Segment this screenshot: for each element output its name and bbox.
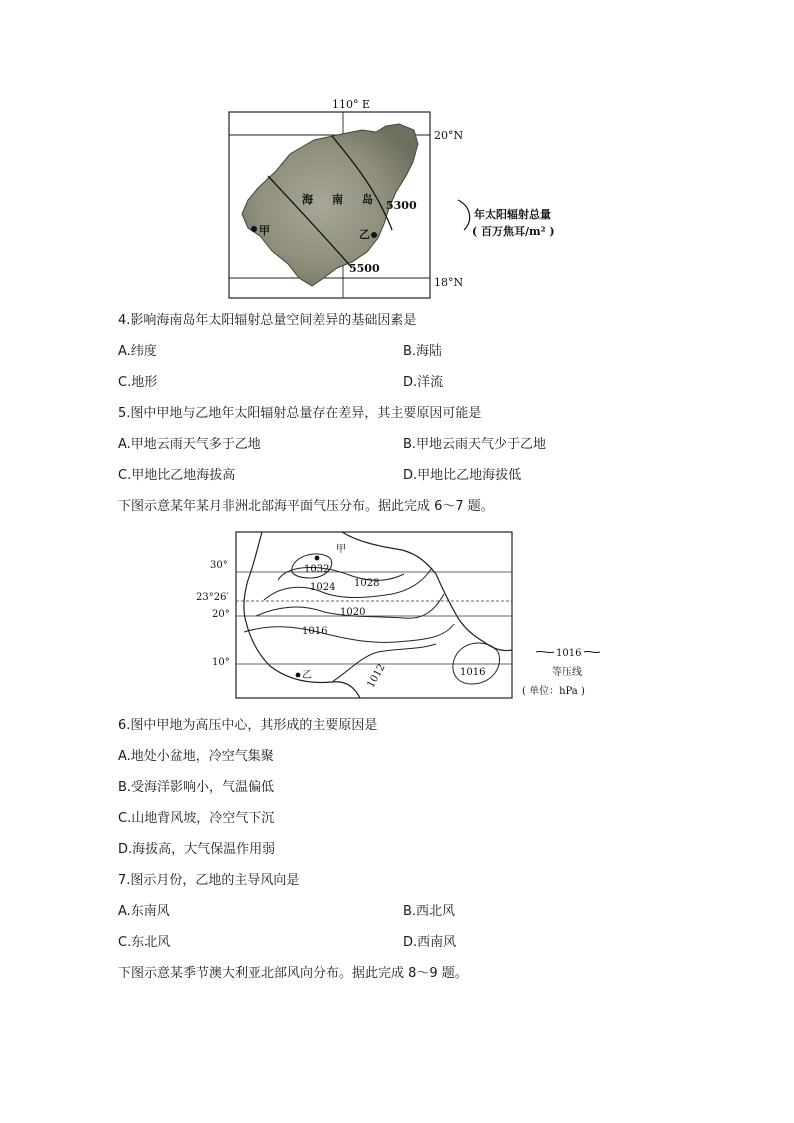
isobar-label-1024: 1024 [310,582,336,593]
legend-isobar-value: 1016 [556,648,582,659]
q5-option-c[interactable]: C.甲地比乙地海拔高 [118,468,236,483]
island-char-1: 海 [302,193,313,206]
island-char-2: 南 [332,193,343,206]
isobar-label-1028: 1028 [354,578,380,589]
q7-option-d[interactable]: D.西南风 [403,935,457,950]
lat-bottom-label: 18°N [434,276,464,289]
isobar-label-1012: 1012 [365,662,388,690]
q6-option-b[interactable]: B.受海洋影响小，气温偏低 [118,780,275,795]
q4-stem: 4.影响海南岛年太阳辐射总量空间差异的基础因素是 [118,313,417,328]
island-char-3: 岛 [362,193,373,206]
legend-isobar-unit: ( 单位：hPa ) [522,686,585,697]
q6-option-c[interactable]: C.山地背风坡，冷空气下沉 [118,811,275,826]
intro-q8-q9: 下图示意某季节澳大利亚北部风向分布。据此完成 8～9 题。 [118,966,468,981]
lat-tropic-label: 23°26′ [196,592,229,603]
q4-option-d[interactable]: D.洋流 [403,375,444,390]
jia-dot [251,226,257,232]
yi-dot-2 [296,673,301,678]
isobar-1012 [332,644,436,682]
q7-option-a[interactable]: A.东南风 [118,904,170,919]
yi-dot [371,232,377,238]
lat-30-label: 30° [210,560,228,571]
jia-dot-2 [315,556,320,561]
isobar-label-1016-south: 1016 [460,667,486,678]
isobar-1028 [278,567,404,580]
lat-top-label: 20°N [434,129,464,142]
q7-option-c[interactable]: C.东北风 [118,935,171,950]
yi-label: 乙 [359,228,370,241]
africa-pressure-map [192,524,602,704]
q5-option-a[interactable]: A.甲地云雨天气多于乙地 [118,437,261,452]
yi-label-2: 乙 [302,670,312,681]
jia-label-2: 甲 [336,544,346,555]
q6-stem: 6.图中甲地为高压中心，其形成的主要原因是 [118,718,378,733]
contour-label-5300: 5300 [386,199,417,212]
q4-option-a[interactable]: A.纬度 [118,344,157,359]
hainan-radiation-map [224,96,604,302]
q4-option-c[interactable]: C.地形 [118,375,158,390]
q4-option-b[interactable]: B.海陆 [403,344,443,359]
isobar-1024 [264,568,432,600]
q5-option-b[interactable]: B.甲地云雨天气少于乙地 [403,437,547,452]
q7-option-b[interactable]: B.西北风 [403,904,456,919]
q7-stem: 7.图示月份，乙地的主导风向是 [118,873,300,888]
isobar-1016-north [244,624,454,642]
isobar-label-1032: 1032 [304,564,330,575]
isobar-label-1020: 1020 [340,607,366,618]
lat-10-label: 10° [212,657,230,668]
lon-label: 110° E [332,98,371,111]
legend-title: 年太阳辐射总量 [474,208,551,221]
q6-option-a[interactable]: A.地处小盆地，冷空气集聚 [118,749,274,764]
jia-label: 甲 [259,224,270,237]
q5-stem: 5.图中甲地与乙地年太阳辐射总量存在差异，其主要原因可能是 [118,406,482,421]
isobar-label-1016: 1016 [302,626,328,637]
q6-option-d[interactable]: D.海拔高，大气保温作用弱 [118,842,276,857]
q5-option-d[interactable]: D.甲地比乙地海拔低 [403,468,522,483]
legend-isobar-name: 等压线 [552,667,582,678]
contour-label-5500: 5500 [349,262,380,275]
legend-line-sample [458,200,470,230]
intro-q6-q7: 下图示意某年某月非洲北部海平面气压分布。据此完成 6～7 题。 [118,499,494,514]
legend-unit: ( 百万焦耳/m² ) [472,225,555,238]
lat-20-label: 20° [212,609,230,620]
